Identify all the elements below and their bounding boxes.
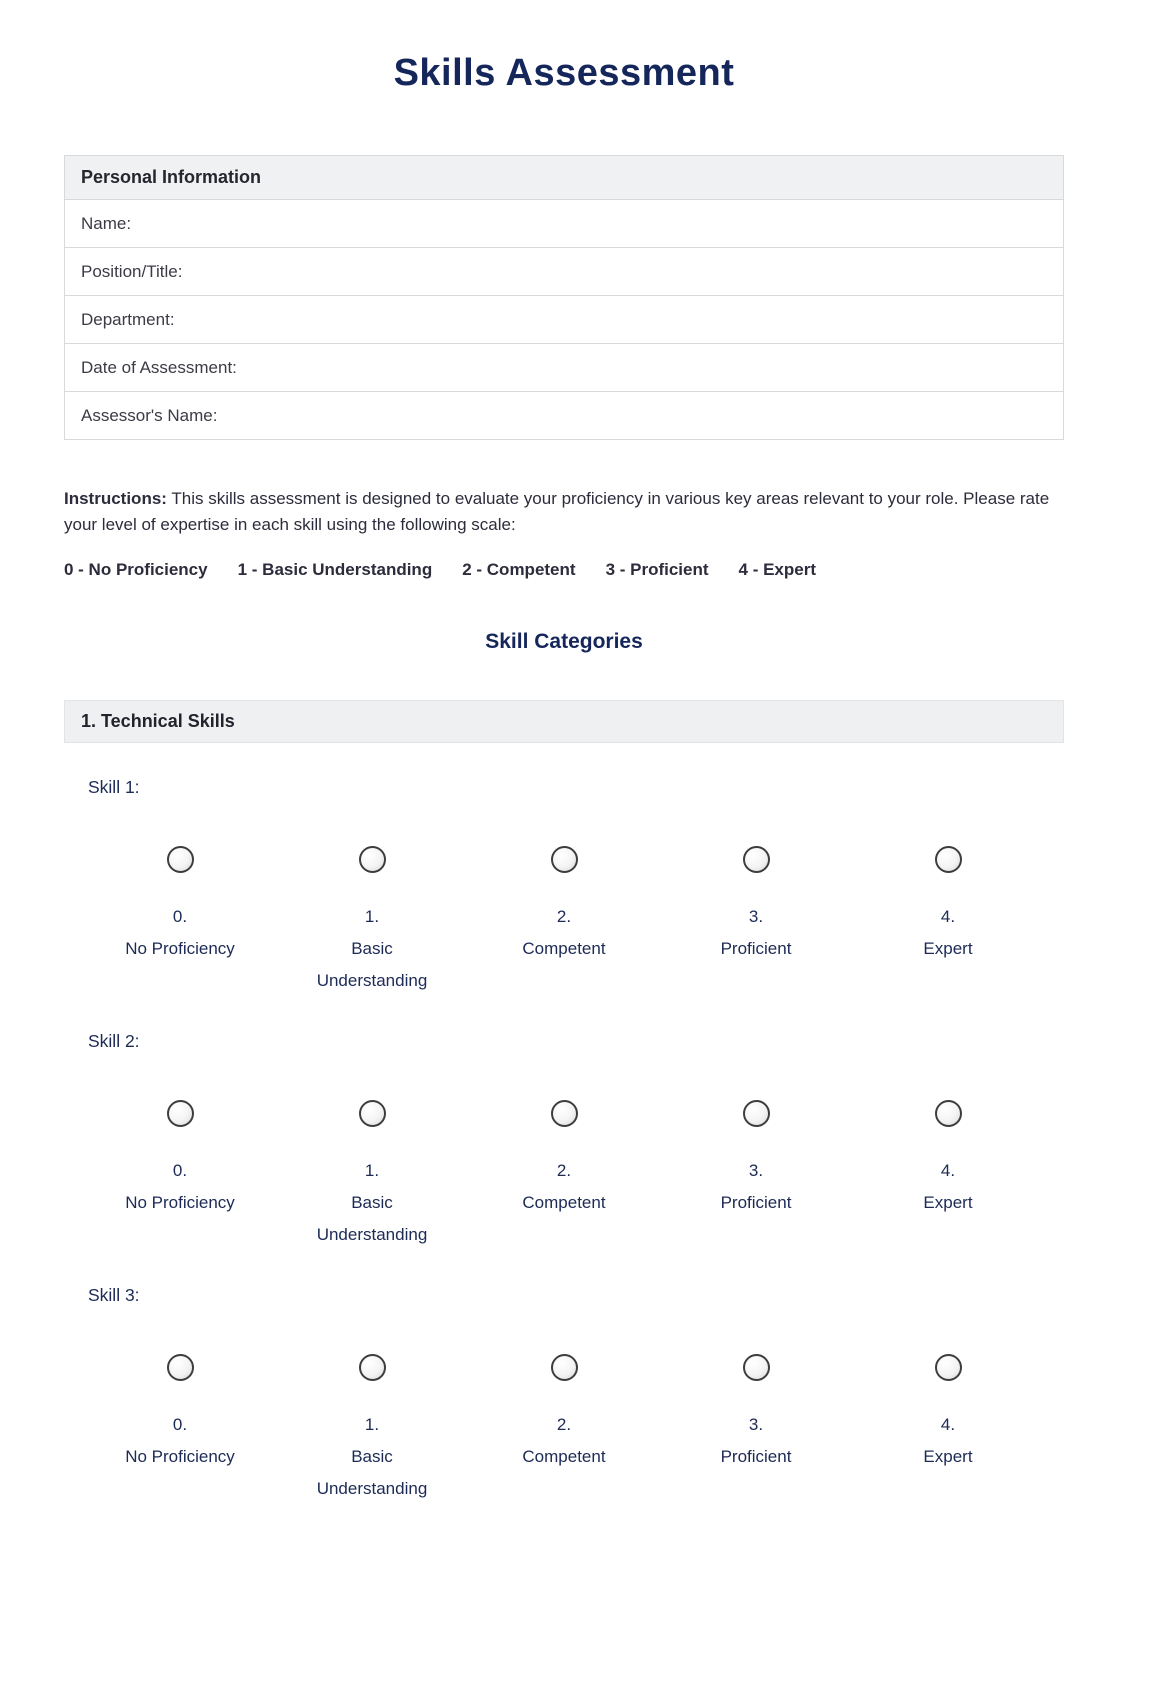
option-number: 3. [748, 1161, 764, 1180]
radio-button-icon[interactable] [935, 1354, 962, 1381]
field-row-assessor-name [65, 391, 1063, 439]
assessment-date-label: Date of Assessment: [81, 357, 237, 377]
option-name: Proficient [720, 939, 792, 958]
skill-2-option-1[interactable] [276, 1100, 468, 1251]
page-title: Skills Assessment [393, 52, 735, 94]
scale-item-4: 4 - Expert [738, 560, 817, 579]
radio-button-icon[interactable] [743, 1354, 770, 1381]
option-name: Expert [923, 1193, 973, 1212]
instructions-paragraph [64, 486, 1064, 538]
option-name: Proficient [720, 1193, 792, 1212]
option-name: Competent [522, 1193, 606, 1212]
option-number: 2. [556, 1161, 572, 1180]
option-number: 4. [940, 907, 956, 926]
assessment-date-input[interactable] [247, 358, 1047, 378]
personal-info-table [64, 155, 1064, 440]
personal-info-header: Personal Information [65, 156, 1063, 199]
field-row-name [65, 199, 1063, 247]
position-input[interactable] [192, 262, 1047, 282]
skill-1-option-3[interactable] [660, 846, 852, 997]
skill-3-label: Skill 3: [88, 1285, 140, 1305]
field-row-assessment-date [65, 343, 1063, 391]
option-name: Expert [923, 939, 973, 958]
option-number: 1. [364, 907, 380, 926]
skill-block-1 [64, 777, 1064, 997]
skill-2-option-4[interactable] [852, 1100, 1044, 1251]
radio-button-icon[interactable] [743, 1100, 770, 1127]
option-number: 0. [172, 1161, 188, 1180]
skill-2-options-row [64, 1100, 1064, 1251]
skill-2-option-0[interactable] [84, 1100, 276, 1251]
option-name: No Proficiency [125, 1193, 235, 1212]
skill-3-option-2[interactable] [468, 1354, 660, 1505]
option-number: 0. [172, 907, 188, 926]
skill-1-label: Skill 1: [88, 777, 140, 797]
instructions-bold-label: Instructions: [64, 489, 167, 508]
radio-button-icon[interactable] [935, 1100, 962, 1127]
option-name: Basic Understanding [316, 1447, 428, 1498]
instructions-text: This skills assessment is designed to evaluate your proficiency in various key areas relevant to your role. Please rate your level of expertise in each skill using the following scale: [64, 489, 1050, 534]
radio-button-icon[interactable] [359, 1354, 386, 1381]
radio-button-icon[interactable] [359, 846, 386, 873]
option-name: Expert [923, 1447, 973, 1466]
rating-scale-legend [64, 560, 1064, 580]
option-name: No Proficiency [125, 939, 235, 958]
radio-button-icon[interactable] [551, 1100, 578, 1127]
scale-item-1: 1 - Basic Understanding [237, 560, 433, 579]
skill-categories-heading: Skill Categories [485, 630, 643, 653]
option-name: Basic Understanding [316, 1193, 428, 1244]
radio-button-icon[interactable] [551, 846, 578, 873]
skill-3-option-1[interactable] [276, 1354, 468, 1505]
radio-button-icon[interactable] [359, 1100, 386, 1127]
skill-1-options-row [64, 846, 1064, 997]
radio-button-icon[interactable] [167, 846, 194, 873]
form-content [64, 52, 1064, 1595]
scale-item-2: 2 - Competent [462, 560, 576, 579]
assessor-name-input[interactable] [227, 406, 1047, 426]
option-number: 0. [172, 1415, 188, 1434]
name-label: Name: [81, 213, 132, 233]
skill-1-option-0[interactable] [84, 846, 276, 997]
skill-2-option-2[interactable] [468, 1100, 660, 1251]
skill-3-option-3[interactable] [660, 1354, 852, 1505]
bottom-spacer [64, 1505, 1064, 1595]
department-input[interactable] [185, 310, 1047, 330]
skill-3-options-row [64, 1354, 1064, 1505]
radio-button-icon[interactable] [935, 846, 962, 873]
option-name: Competent [522, 939, 606, 958]
option-number: 1. [364, 1161, 380, 1180]
option-name: No Proficiency [125, 1447, 235, 1466]
assessor-name-label: Assessor's Name: [81, 405, 218, 425]
skill-block-2 [64, 1031, 1064, 1251]
department-label: Department: [81, 309, 175, 329]
name-input[interactable] [141, 214, 1047, 234]
radio-button-icon[interactable] [167, 1100, 194, 1127]
option-number: 4. [940, 1161, 956, 1180]
skill-2-option-3[interactable] [660, 1100, 852, 1251]
option-number: 2. [556, 907, 572, 926]
option-name: Competent [522, 1447, 606, 1466]
scale-item-3: 3 - Proficient [605, 560, 709, 579]
option-number: 4. [940, 1415, 956, 1434]
skill-block-3 [64, 1285, 1064, 1505]
field-row-department [65, 295, 1063, 343]
scale-item-0: 0 - No Proficiency [64, 560, 208, 579]
skill-1-option-2[interactable] [468, 846, 660, 997]
option-number: 3. [748, 907, 764, 926]
skill-3-option-0[interactable] [84, 1354, 276, 1505]
skill-2-label: Skill 2: [88, 1031, 140, 1051]
option-number: 2. [556, 1415, 572, 1434]
option-number: 3. [748, 1415, 764, 1434]
option-name: Proficient [720, 1447, 792, 1466]
option-number: 1. [364, 1415, 380, 1434]
section-header-technical-skills: 1. Technical Skills [64, 700, 1064, 743]
option-name: Basic Understanding [316, 939, 428, 990]
skill-1-option-1[interactable] [276, 846, 468, 997]
skill-3-option-4[interactable] [852, 1354, 1044, 1505]
skill-1-option-4[interactable] [852, 846, 1044, 997]
position-label: Position/Title: [81, 261, 183, 281]
field-row-position [65, 247, 1063, 295]
radio-button-icon[interactable] [167, 1354, 194, 1381]
radio-button-icon[interactable] [551, 1354, 578, 1381]
radio-button-icon[interactable] [743, 846, 770, 873]
